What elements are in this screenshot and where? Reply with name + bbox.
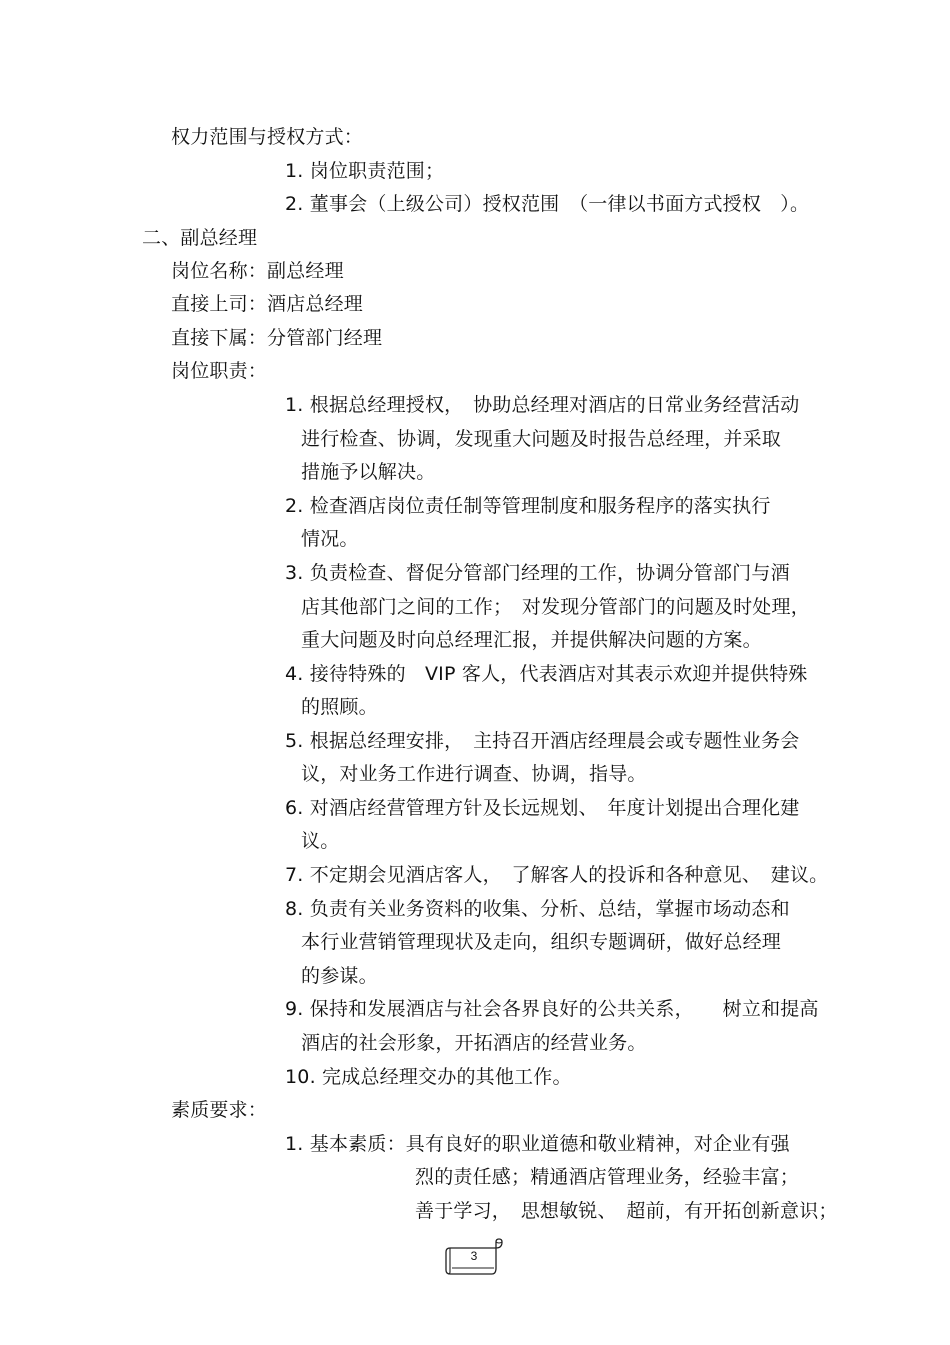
text-line: 措施予以解决。 — [301, 461, 436, 483]
text-line: 岗位职责： — [171, 360, 268, 382]
text-line: 2. 检查酒店岗位责任制等管理制度和服务程序的落实执行 — [285, 495, 771, 517]
text-line: 9. 保持和发展酒店与社会各界良好的公共关系， 树立和提高 — [285, 998, 819, 1020]
text-line: 2. 董事会（上级公司）授权范围 （一律以书面方式授权 ）。 — [285, 193, 810, 215]
text-line: 权力范围与授权方式： — [171, 126, 364, 148]
text-line: 酒店的社会形象，开拓酒店的经营业务。 — [301, 1032, 647, 1054]
text-line: 善于学习， 思想敏锐、 超前，有开拓创新意识； — [415, 1200, 838, 1222]
text-line: 的照顾。 — [301, 696, 378, 718]
text-line: 直接下属：分管部门经理 — [171, 327, 383, 349]
text-line: 直接上司：酒店总经理 — [171, 293, 364, 315]
page-number-scroll — [444, 1238, 504, 1276]
text-line: 店其他部门之间的工作； 对发现分管部门的问题及时处理， — [301, 596, 810, 618]
text-line: 4. 接待特殊的 VIP 客人，代表酒店对其表示欢迎并提供特殊 — [285, 663, 808, 685]
page-number: 3 — [470, 1249, 478, 1263]
text-line: 5. 根据总经理安排， 主持召开酒店经理晨会或专题性业务会 — [285, 730, 800, 752]
text-line: 本行业营销管理现状及走向，组织专题调研，做好总经理 — [301, 931, 782, 953]
text-line: 6. 对酒店经营管理方针及长远规划、 年度计划提出合理化建 — [285, 797, 800, 819]
text-line: 10. 完成总经理交办的其他工作。 — [285, 1066, 572, 1088]
text-line: 的参谋。 — [301, 965, 378, 987]
text-line: 素质要求： — [171, 1099, 268, 1121]
text-line: 情况。 — [301, 528, 359, 550]
text-line: 议，对业务工作进行调查、协调，指导。 — [301, 763, 647, 785]
text-line: 7. 不定期会见酒店客人， 了解客人的投诉和各种意见、 建议。 — [285, 864, 829, 886]
text-line: 岗位名称：副总经理 — [171, 260, 344, 282]
text-line: 重大问题及时向总经理汇报，并提供解决问题的方案。 — [301, 629, 762, 651]
text-line: 8. 负责有关业务资料的收集、分析、总结，掌握市场动态和 — [285, 898, 790, 920]
text-line: 1. 根据总经理授权， 协助总经理对酒店的日常业务经营活动 — [285, 394, 800, 416]
text-line: 3. 负责检查、督促分管部门经理的工作，协调分管部门与酒 — [285, 562, 790, 584]
text-line: 1. 基本素质：具有良好的职业道德和敬业精神，对企业有强 — [285, 1133, 790, 1155]
text-line: 1. 岗位职责范围； — [285, 160, 445, 182]
text-line: 烈的责任感；精通酒店管理业务，经验丰富； — [415, 1166, 800, 1188]
text-line: 进行检查、协调，发现重大问题及时报告总经理，并采取 — [301, 428, 782, 450]
section-heading: 二、副总经理 — [142, 227, 258, 249]
text-line: 议。 — [301, 830, 340, 852]
